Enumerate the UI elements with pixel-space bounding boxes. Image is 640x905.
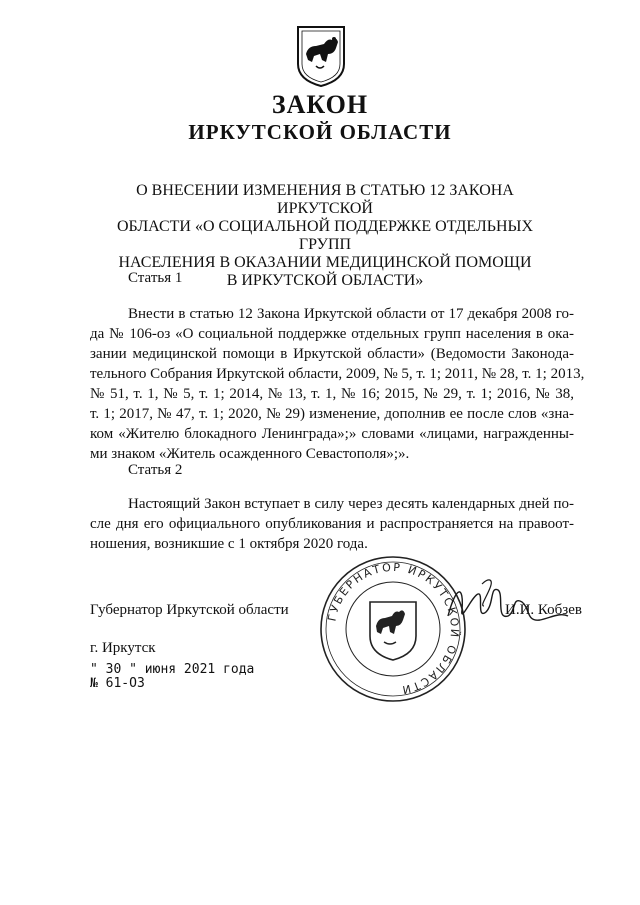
article-1-label: Статья 1: [128, 270, 183, 286]
text-line: № 51, т. 1, № 5, т. 1; 2014, № 13, т. 1, № 16; 2015, № 29, т. 1; 2016, № 38,: [90, 386, 574, 402]
subtitle-line: О ВНЕСЕНИИ ИЗМЕНЕНИЯ В СТАТЬЮ 12 ЗАКОНА ИРКУТСКОЙ: [136, 182, 514, 217]
subtitle-line: ОБЛАСТИ «О СОЦИАЛЬНОЙ ПОДДЕРЖКЕ ОТДЕЛЬНЫХ ГРУПП: [116, 218, 534, 253]
adoption-date: " 30 " июня 2021 года: [90, 662, 255, 677]
text-line: да № 106-оз «О социальной поддержке отдельных групп населения в ока-: [90, 326, 574, 342]
text-line: ношения, возникшие с 1 октября 2020 года.: [90, 536, 368, 552]
text-line: сле дня его официального опубликования и распространяется на правоот-: [90, 516, 574, 532]
text-line: ми знаком «Житель осажденного Севастополя»;».: [90, 446, 410, 462]
law-number: № 61-ОЗ: [90, 676, 145, 691]
signatory-position: Губернатор Иркутской области: [90, 602, 289, 618]
document-region: ИРКУТСКОЙ ОБЛАСТИ: [188, 120, 452, 144]
signatory-name: И.И. Кобзев: [505, 602, 582, 618]
article-2-text: [90, 494, 574, 554]
document-title: ЗАКОН: [271, 90, 369, 119]
svg-text:ГУБЕРНАТОР ИРКУТСКОЙ ОБЛАСТИ: ГУБЕРНАТОР ИРКУТСКОЙ ОБЛАСТИ: [325, 560, 462, 697]
city-line: г. Иркутск: [90, 640, 156, 656]
text-line: Внести в статью 12 Закона Иркутской области от 17 декабря 2008 го-: [128, 306, 574, 322]
text-line: ком «Жителю блокадного Ленинграда»;» словами «лицами, награжденны-: [90, 426, 574, 442]
coat-of-arms-icon: [294, 24, 348, 88]
text-line: тельного Собрания Иркутской области, 2009, № 5, т. 1; 2011, № 28, т. 1; 2013,: [90, 366, 585, 382]
subtitle-line: В ИРКУТСКОЙ ОБЛАСТИ»: [226, 272, 424, 289]
subtitle-line: НАСЕЛЕНИЯ В ОКАЗАНИИ МЕДИЦИНСКОЙ ПОМОЩИ: [118, 254, 532, 271]
text-line: Настоящий Закон вступает в силу через десять календарных дней по-: [128, 496, 574, 512]
article-1-text: [90, 304, 585, 464]
text-line: зании медицинской помощи в Иркутской области» (Ведомости Законода-: [90, 346, 574, 362]
article-2-label: Статья 2: [128, 462, 183, 478]
text-line: т. 1; 2017, № 47, т. 1; 2020, № 29) изменение, дополнив ее после слов «зна-: [90, 406, 574, 422]
